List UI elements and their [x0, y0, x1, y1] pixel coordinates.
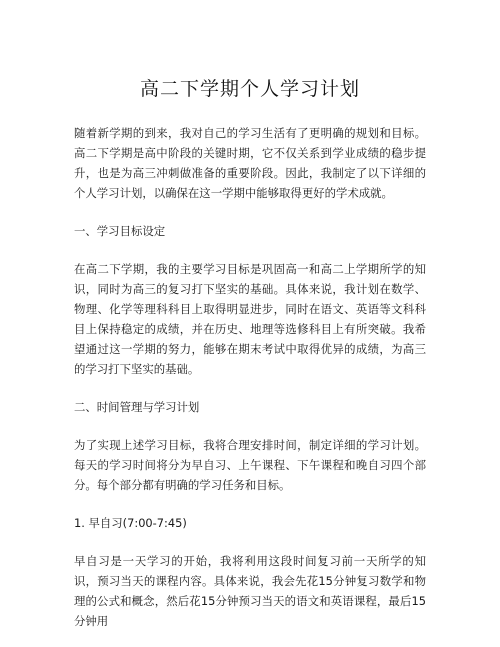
subsection-heading-morning-study: 1. 早自习(7:00-7:45) [74, 516, 187, 530]
intro-paragraph: 随着新学期的到来，我对自己的学习生活有了更明确的规划和目标。高二下学期是高中阶段的关键时期，它不仅关系到学业成绩的稳步提升，也是为高三冲刺做准备的重要阶段。因此，我制定了以下详细的个人学习计划，以确保在这一学期中能够取得更好的学术成就。 [74, 126, 426, 200]
section-body-goals: 在高二下学期，我的主要学习目标是巩固高一和高二上学期所学的知识，同时为高三的复习打下坚实的基础。具体来说，我计划在数学、物理、化学等理科科目上取得明显进步，同时在语文、英语等文科科目上保持稳定的成绩，并在历史、地理等选修科目上有所突破。我希望通过这一学期的努力，能够在期末考试中取得优异的成绩，为高三的学习打下坚实的基础。 [74, 262, 426, 376]
spacer [74, 417, 426, 435]
spacer [74, 203, 426, 221]
spacer [74, 495, 426, 513]
section-heading-goals: 一、学习目标设定 [74, 224, 166, 238]
document-title: 高二下学期个人学习计划 [139, 78, 360, 100]
spacer [74, 533, 426, 551]
spacer [74, 379, 426, 397]
spacer [74, 241, 426, 259]
section-heading-time-management: 二、时间管理与学习计划 [74, 400, 200, 414]
subsection-body-morning-study: 早自习是一天学习的开始，我将利用这段时间复习前一天所学的知识，预习当天的课程内容。具体来说，我会先花15分钟复习数学和物理的公式和概念，然后花15分钟预习当天的语文和英语课程，最后15分钟用 [74, 554, 426, 628]
section-body-time-management: 为了实现上述学习目标，我将合理安排时间，制定详细的学习计划。每天的学习时间将分为早自习、上午课程、下午课程和晚自习四个部分。每个部分都有明确的学习任务和目标。 [74, 438, 426, 492]
